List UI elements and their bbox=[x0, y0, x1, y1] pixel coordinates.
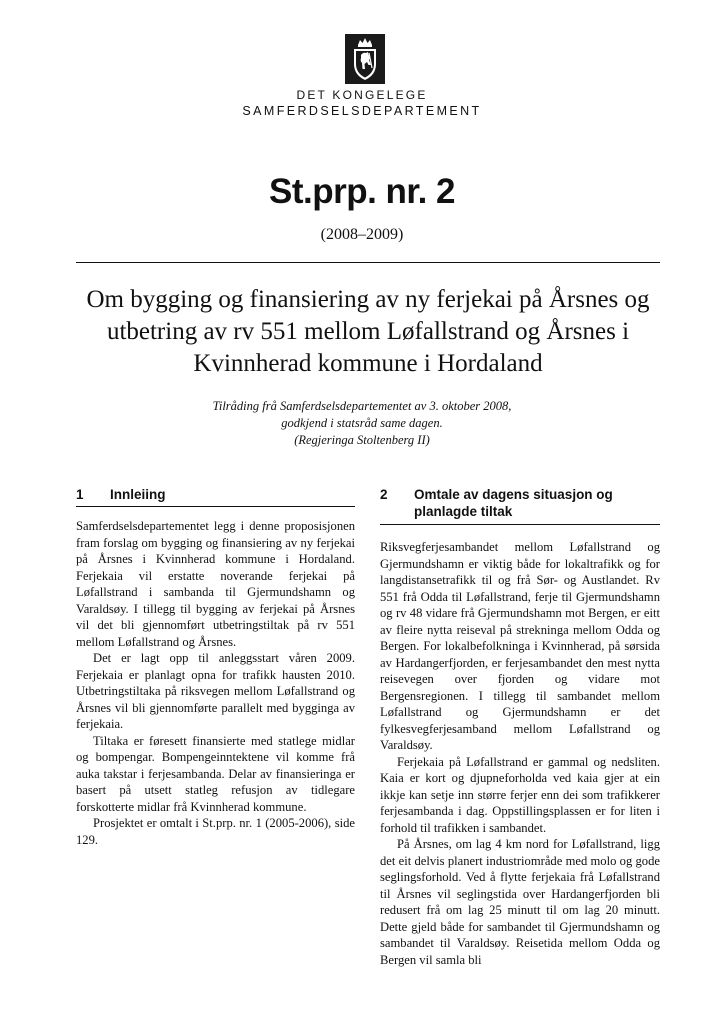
recommendation-line: godkjend i statsråd same dagen. bbox=[281, 416, 443, 430]
royal-coat-of-arms-icon bbox=[345, 34, 385, 84]
section-heading bbox=[380, 486, 660, 525]
section-number: 2 bbox=[380, 487, 388, 502]
department-name-line2: SAMFERDSELSDEPARTEMENT bbox=[242, 104, 482, 118]
section-current-situation bbox=[380, 486, 660, 968]
document-title: Om bygging og finansiering av ny ferjekai på Årsnes og utbetring av rv 551 mellom Løfallstrand og Årsnes i Kvinnherad kommune i Hordaland bbox=[86, 286, 650, 377]
section-introduction bbox=[76, 486, 355, 848]
session-years: (2008–2009) bbox=[320, 226, 404, 243]
section-body bbox=[380, 539, 660, 968]
paragraph: Riksvegferjesambandet mellom Løfallstrand og Gjermundshamn er viktig både for lokaltrafikk og for langdistansetrafikk til og frå Sør- og Austlandet. Rv 551 frå Odda til Løfallstrand, ferje til Gjermundshamn og rv 48 vidare frå Gjermundshamn mot Bergen, er eitt av fleire nytta reiseval på strekninga mellom Odda og Bergen. For lokalbefolkninga i Kvinnherad, på sørsida av Hardangerfjorden, er ferjesambandet den mest nytta reisevegen over fjorden og vidare mot Bergensregionen. I tillegg til sambandet mellom Løfallstrand og Gjermundshamn er det fylkesvegferjesamband mellom Løfallstrand og Varaldsøy. bbox=[380, 540, 660, 752]
paragraph: På Årsnes, om lag 4 km nord for Løfallstrand, ligg det eit delvis planert industriområde med molo og gode seglingsforhold. Ved å flytte ferjekaia frå Løfallstrand til Årsnes vil seglingstida over Hardangerfjorden bli redusert frå om lag 25 minutt til om lag 20 minutt. Dette gjeld både for sambandet til Gjermundshamn og sambandet til Varaldsøy. Reisetida mellom Odda og Bergen vil samla bli bbox=[380, 837, 660, 967]
paragraph: Samferdselsdepartementet legg i denne proposisjonen fram forslag om bygging og finansiering av ny ferjekai på Årsnes i Kvinnherad kommune i Hordaland. Ferjekaia vil erstatte noverande ferjekai på Løfallstrand i sambanda til Gjermundshamn og Varaldsøy. I tillegg til bygging av ferjekai på Årsnes vil det bli gjennomført utbetringstiltak på rv 551 mellom Løfallstrand og Årsnes. bbox=[76, 519, 355, 649]
paragraph: Ferjekaia på Løfallstrand er gammal og nedsliten. Kaia er kort og djupneforholda ved kaia gjer at ein ikkje kan setje inn større ferjer enn dei som trafikkerer ferjesambanda i dag. Oppstillingsplassen er for liten i forhold til trafikken i sambandet. bbox=[380, 754, 660, 835]
recommendation-block bbox=[0, 398, 724, 449]
recommendation-line: Tilråding frå Samferdselsdepartementet av 3. oktober 2008, bbox=[212, 399, 512, 413]
department-name-line1: DET KONGELEGE bbox=[296, 88, 428, 102]
section-heading bbox=[76, 486, 355, 507]
paragraph: Det er lagt opp til anleggsstart våren 2009. Ferjekaia er planlagt opna for trafikk hausten 2010. Utbetringstiltaka på riksvegen mellom Løfallstrand og Årsnes vil bli gjennomførte parallelt med bygginga av ferjekaia. bbox=[76, 651, 355, 731]
section-number: 1 bbox=[76, 487, 84, 502]
title-divider bbox=[76, 262, 660, 263]
section-title: Innleiing bbox=[110, 487, 166, 502]
document-number: St.prp. nr. 2 bbox=[268, 172, 456, 211]
section-body bbox=[76, 518, 355, 848]
paragraph: Tiltaka er føresett finansierte med statlege midlar og bompengar. Bompengeinntektene vil komme frå auka takstar i ferjesambanda. Delar av finansieringa er basert på utsett statleg refusjon av tidlegare forskotterte midlar frå Kvinnherad kommune. bbox=[76, 733, 355, 814]
recommendation-line: (Regjeringa Stoltenberg II) bbox=[294, 433, 430, 447]
section-title: Omtale av dagens situasjon og planlagde tiltak bbox=[414, 487, 613, 519]
paragraph: Prosjektet er omtalt i St.prp. nr. 1 (2005-2006), side 129. bbox=[76, 816, 355, 847]
